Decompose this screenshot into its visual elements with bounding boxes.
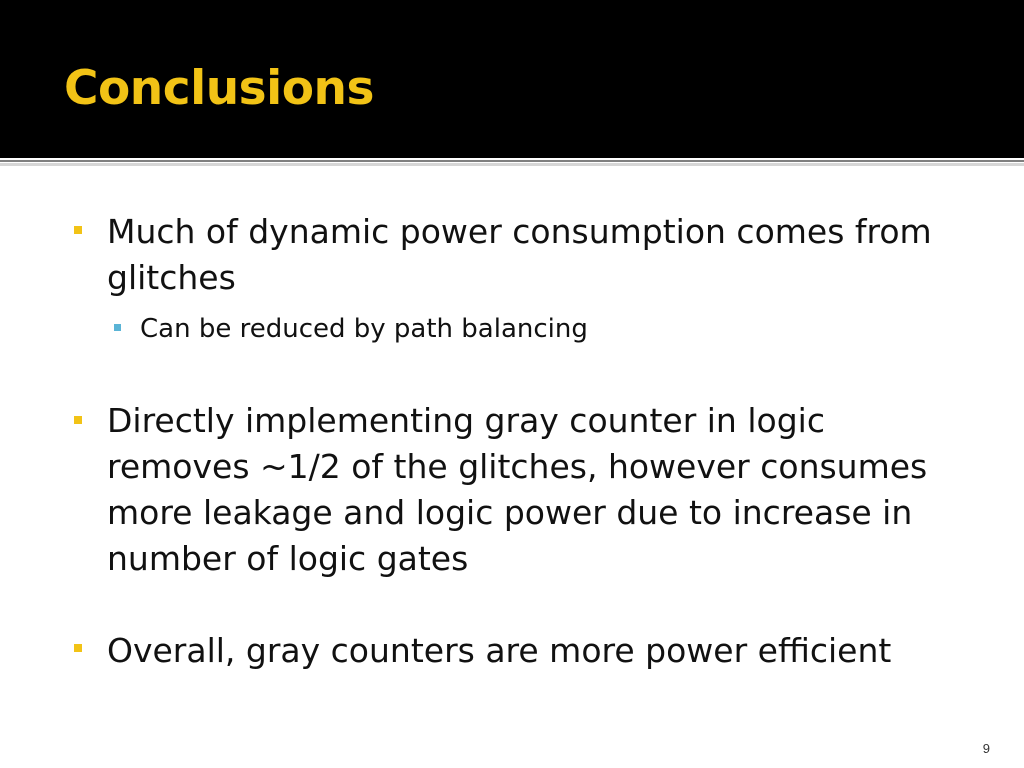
sub-bullet-item: Can be reduced by path balancing bbox=[140, 314, 588, 344]
bullet-item: Overall, gray counters are more power efficient bbox=[107, 631, 892, 670]
bullet-marker bbox=[74, 226, 82, 234]
bullet-item: Directly implementing gray counter in logic removes ~1/2 of the glitches, however consumes more leakage and logic power due to increase in number of logic gates bbox=[107, 401, 928, 578]
bullet-marker bbox=[74, 416, 82, 424]
sub-bullet-marker bbox=[114, 324, 121, 331]
slide-title: Conclusions bbox=[64, 61, 374, 116]
bullet-marker bbox=[74, 644, 82, 652]
page-number: 9 bbox=[982, 741, 990, 756]
bullet-item: Much of dynamic power consumption comes from glitches bbox=[107, 212, 932, 297]
